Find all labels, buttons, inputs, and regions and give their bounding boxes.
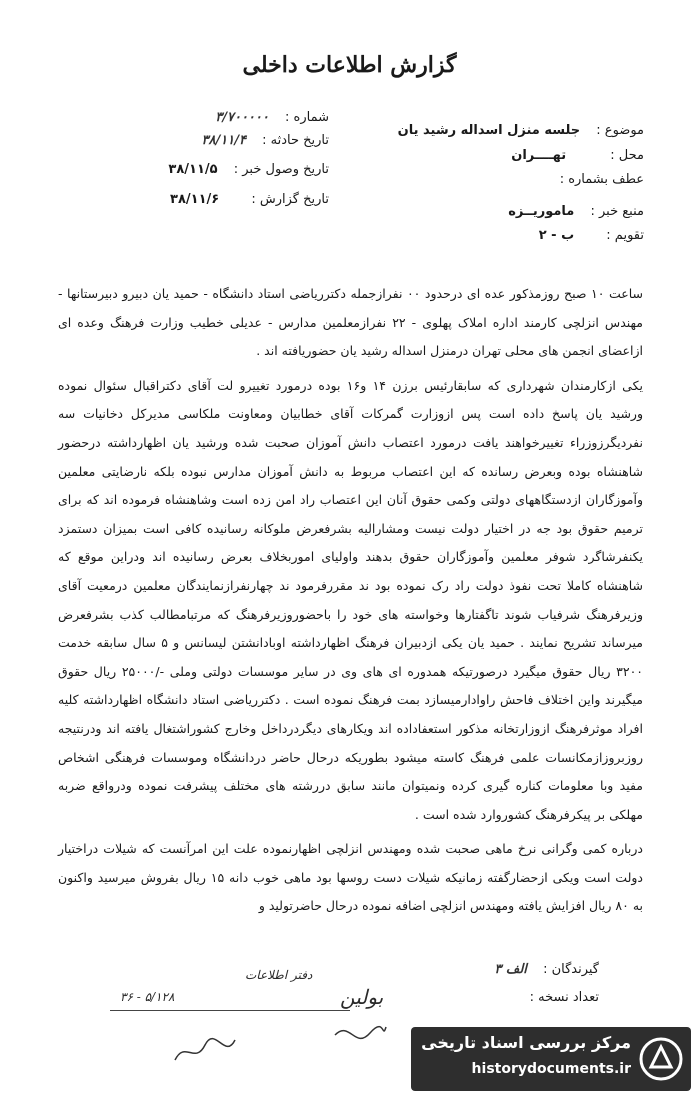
meta-source-value: ماموریــزه <box>508 204 575 219</box>
meta-location-value: تهــــران <box>511 148 567 163</box>
meta-location-label: محل : <box>610 148 644 163</box>
footer-underline <box>110 1010 350 1011</box>
meta-report-date <box>170 192 329 207</box>
copies-label: تعداد نسخه : <box>529 990 599 1005</box>
meta-reference <box>548 172 644 187</box>
recipients-label: گیرندگان : <box>543 962 599 977</box>
meta-received-date <box>168 162 329 177</box>
meta-source-label: منبع خبر : <box>590 204 644 219</box>
meta-reference-label: عطف بشماره : <box>559 172 644 187</box>
footer-office-note: دفتر اطلاعات <box>245 968 313 982</box>
footer-file-number: ۵/۱۲۸ - ۳۶ <box>120 990 175 1004</box>
report-body <box>58 280 643 921</box>
meta-incident-date-label: تاریخ حادثه : <box>262 133 329 148</box>
handwritten-initials <box>330 1015 390 1055</box>
meta-number <box>215 110 329 125</box>
meta-evaluation <box>539 228 644 243</box>
meta-number-label: شماره : <box>285 110 329 125</box>
meta-evaluation-label: تقویم : <box>606 228 644 243</box>
footer-copies <box>530 990 599 1005</box>
meta-number-value: ۳/۷۰۰۰۰۰ <box>215 110 269 125</box>
watermark-banner <box>411 1027 691 1091</box>
body-paragraph: ساعت ۱۰ صبح روزمذکور عده ای درحدود ۰۰ نفرازجمله دکترریاضی استاد دانشگاه - حمید یان دبیرو دبیرستانها - مهندس انزلچی کارمند اداره املاک پهلوی - ۲۲ نفرازمعلمین مدارس - عدیلی خطیب وزارت فرهنگ وعده ای ازاعضای انجمن های محلی تهران درمنزل اسداله رشید یان حضوریافته اند . <box>58 286 643 359</box>
footer-recipients <box>494 962 599 977</box>
meta-received-date-value: ۳۸/۱۱/۵ <box>168 162 218 177</box>
meta-evaluation-value: ب - ۲ <box>538 228 575 243</box>
meta-source <box>508 204 644 219</box>
meta-received-date-label: تاریخ وصول خبر : <box>233 162 329 177</box>
watermark-url: historydocuments.ir <box>471 1061 631 1077</box>
meta-incident-date <box>202 133 329 148</box>
recipients-value: الف ۳ <box>494 962 527 977</box>
report-title: گزارش اطلاعات داخلی <box>242 52 457 78</box>
meta-incident-date-value: ۳۸/۱۱/۴ <box>201 133 246 148</box>
body-paragraph: درباره کمی وگرانی نرخ ماهی صحبت شده ومهندس انزلچی اظهارنموده علت این امرآنست که شیلات دراختیار دولت است ویکی ازحضارگفته زمانیکه شیلات دست روسها بود ماهی خوب دانه ۱۵ ریال بفروش میرسید واکنون به ۸۰ ریال افزایش یافته ومهندس انزلچی اضافه نموده درحال حاضرتولید و <box>58 841 643 914</box>
meta-subject-label: موضوع : <box>596 123 644 138</box>
meta-location <box>511 148 644 163</box>
meta-report-date-label: تاریخ گزارش : <box>251 192 329 207</box>
archive-logo-icon <box>639 1037 683 1081</box>
handwritten-mark <box>170 1030 240 1070</box>
meta-report-date-value: ۳۸/۱۱/۶ <box>170 192 220 207</box>
meta-subject-value: جلسه منزل اسداله رشید یان <box>397 123 581 138</box>
meta-subject <box>398 123 644 138</box>
watermark-title: مرکز بررسی اسناد تاریخی <box>421 1033 631 1052</box>
signature: بولین <box>340 985 384 1009</box>
body-paragraph: یکی ازکارمندان شهرداری که سابقارئیس برزن ۱۴ و۱۶ بوده درمورد تغییرو لت آقای دکتراقبال سئوال نموده ورشید یان پاسخ داده است پس ازوزارت گمرکات آقای خطابیان ومعاونت ملکاسی مدیرکل دخانیات سه نفردیگرزوزراء تغییرخواهند یافت درمورد اعتصاب دانش آموزان صحبت شده ورشید یان اظهارداشته درحضور شاهنشاه بوده وبعرض رسانده که این اعتصاب مربوط به دانش آموزان مدارس نبوده بلکه نارضایتی معلمین وآموزگاران ازدستگاههای دولتی وکمی حقوق آنان این اعتصاب راد امن زده است وشاهنشاه فرموده اند که برای ترمیم حقوق بود جه در اختیار دولت نیست ومشارالیه بشرفعرض ملوکانه رسانیده کافی است بمیزان دستمزد یکنفرشاگرد شوفر معلمین وآموزگاران حقوق بدهند واولیای اموربخلاف بعرض رسانیده اند ودراین موقع که شاهنشاه کاملا تحت نفوذ دولت راد رک نموده بود ند مقررفرمود ند چهارنفرازنمایندگان معلمین درمعیت آقای وزیرفرهنگ شرفیاب شوند تاگفتارها وخواسته های خود را باحضوروزیرفرهنگ که مرتبامطالب کذب بشرفعرض میرساند تشریح نمایند . حمید یان یکی ازدبیران فرهنگ اظهارداشته اوبادانشتن لیسانس و ۵ سال سابقه خدمت ۳۲۰۰ ریال حقوق میگیرد درصورتیکه همدوره ای های وی در سایر موسسات دولتی وملی -/۲۵۰۰۰ ریال حقوق میگیرند واین اختلاف فاحش راوادارمیسازد بمت فرهنگ نموده است . دکترریاضی استاد دانشگاه اظهارداشته کلیه افراد موثرفرهنگ ازوزارتخانه مذکور استعفاداده اند ویکارهای دیگردرداخل وخارج کشوراشتغال یافته اند ودرنتیجه روزبروزازمکانسات علمی فرهنگ کاسته میشود بطوریکه درحال حاضر دردانشگاه وموسسات فرهنگی اشخاص مفید وبا معلومات کناره گیری کرده ونمیتوان مانند سابق دررشته های مختلف پیشرفت نموده ودرواقع ضربه مهلکی بر پیکرفرهنگ کشوروارد شده است . <box>58 377 644 822</box>
